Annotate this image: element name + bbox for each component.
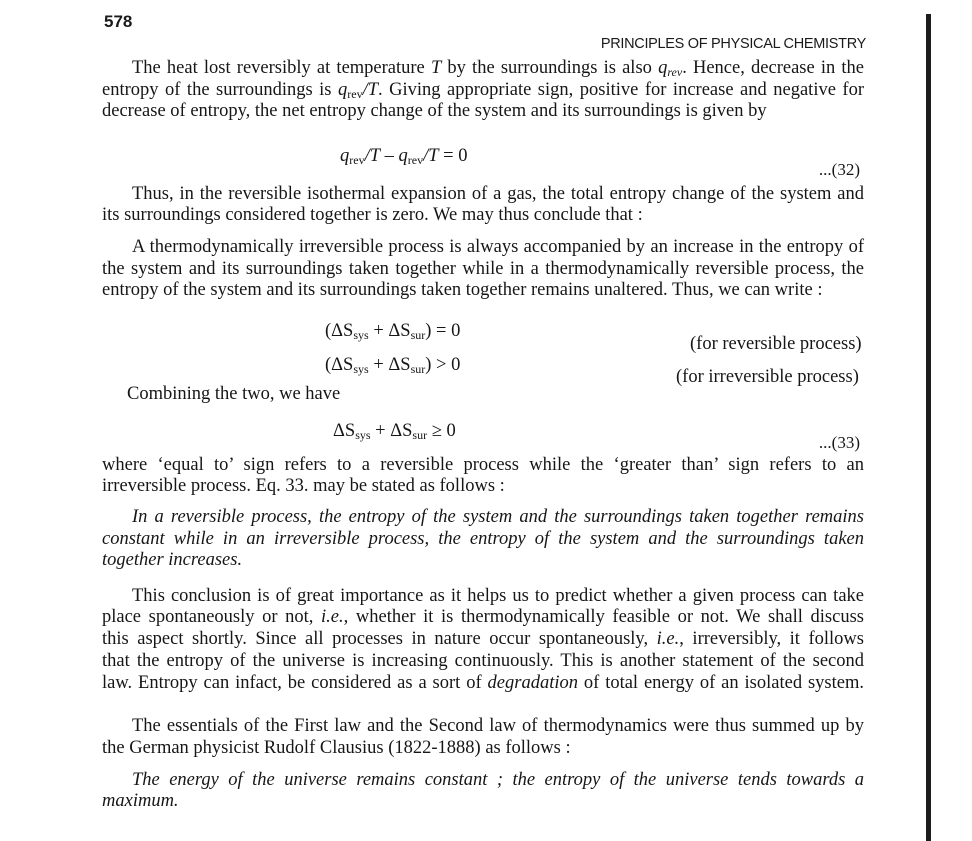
paragraph-4-line-2: irreversible process. Eq. 33. may be stated as follows : <box>102 476 505 496</box>
clausius-statement-line-2: maximum. <box>102 791 179 811</box>
paragraph-2-line-1: Thus, in the reversible isothermal expansion of a gas, the total entropy change of the system and <box>132 184 864 204</box>
condition-reversible: (for reversible process) <box>690 334 862 354</box>
paragraph-6-line-5: law. Entropy can infact, be considered as a sort of degradation of total energy of an isolated system. <box>102 673 865 693</box>
paragraph-4-line-1: where ‘equal to’ sign refers to a reversible process while the ‘greater than’ sign refers to an <box>102 455 864 475</box>
condition-irreversible: (for irreversible process) <box>676 367 859 387</box>
running-head: PRINCIPLES OF PHYSICAL CHEMISTRY <box>600 36 866 52</box>
page-number: 578 <box>104 12 133 31</box>
paragraph-1-line-3: decrease of entropy, the net entropy change of the system and its surroundings is given by <box>102 101 767 121</box>
statement-line-1: In a reversible process, the entropy of the system and the surroundings taken together remains <box>132 507 864 527</box>
paragraph-3-line-2: the system and its surroundings taken together while in a thermodynamically reversible process, the <box>102 259 864 279</box>
binding-edge <box>926 14 931 841</box>
paragraph-6-line-4: that the entropy of the universe is increasing continuously. This is another statement of the second <box>102 651 864 671</box>
paragraph-2-line-2: its surroundings considered together is zero. We may thus conclude that : <box>102 205 643 225</box>
equation-reversible: $(\Delta S_{sys} + \Delta S_{sur}) = 0$ <box>325 321 461 342</box>
equation-32: $q_{rev}/T - q_{rev}/T = 0$ <box>340 146 468 167</box>
equation-32-number: ...(32) <box>818 160 860 179</box>
statement-line-2: constant while in an irreversible process, the entropy of the system and the surroundings taken <box>102 529 864 549</box>
paragraph-7-line-1: The essentials of the First law and the Second law of thermodynamics were thus summed up by <box>132 716 864 736</box>
paragraph-6-line-3: this aspect shortly. Since all processes in nature occur spontaneously, i.e., irreversibly, it follows <box>102 629 864 649</box>
paragraph-1-line-1: The heat lost reversibly at temperature T by the surroundings is also $q_{rev}$. Hence, decrease in the <box>132 58 864 79</box>
statement-line-3: together increases. <box>102 550 243 570</box>
paragraph-1-line-2: entropy of the surroundings is $q_{rev}/T$. Giving appropriate sign, positive for increase and negative for <box>102 80 864 101</box>
equation-33-number: ...(33) <box>818 433 860 452</box>
equation-33: $\Delta S_{sys} + \Delta S_{sur} \ge 0$ <box>333 421 456 442</box>
paragraph-3-line-1: A thermodynamically irreversible process is always accompanied by an increase in the entropy of <box>132 237 864 257</box>
combining-text: Combining the two, we have <box>127 384 341 404</box>
clausius-statement-line-1: The energy of the universe remains constant ; the entropy of the universe tends towards a <box>132 770 864 790</box>
paragraph-6-line-2: place spontaneously or not, i.e., whether it is thermodynamically feasible or not. We shall discuss <box>102 607 864 627</box>
paragraph-3-line-3: entropy of the system and its surroundings taken together remains unaltered. Thus, we can write : <box>102 280 823 300</box>
paragraph-7-line-2: the German physicist Rudolf Clausius (1822-1888) as follows : <box>102 738 571 758</box>
equation-irreversible: $(\Delta S_{sys} + \Delta S_{sur}) > 0$ <box>325 355 461 376</box>
paragraph-6-line-1: This conclusion is of great importance as it helps us to predict whether a given process can take <box>132 586 864 606</box>
